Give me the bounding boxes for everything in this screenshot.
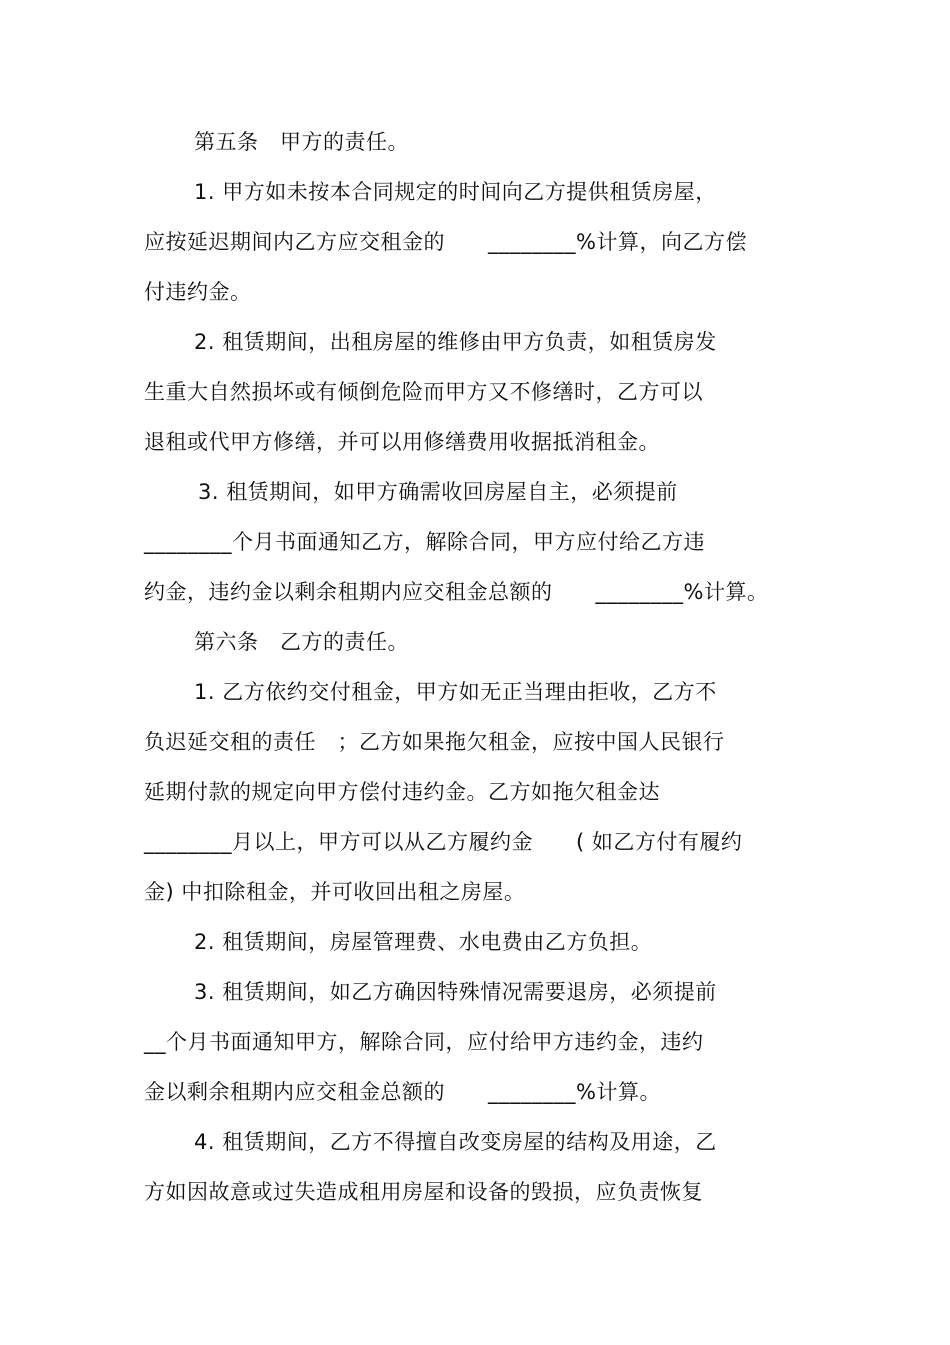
text-line: 延期付款的规定向甲方偿付违约金。乙方如拖欠租金达 — [144, 780, 660, 804]
text-line: 付违约金。 — [144, 280, 252, 304]
text-line: 2. 租赁期间，出租房屋的维修由甲方负责，如租赁房发 — [194, 330, 717, 354]
text-line: 3. 租赁期间，如乙方确因特殊情况需要退房，必须提前 — [194, 980, 717, 1004]
article-6-heading: 第六条 乙方的责任。 — [194, 630, 409, 654]
article-5-heading: 第五条 甲方的责任。 — [194, 130, 409, 154]
text-line: __个月书面通知甲方，解除合同，应付给甲方违约金，违约 — [144, 1030, 704, 1054]
text-line: 4. 租赁期间，乙方不得擅自改变房屋的结构及用途，乙 — [194, 1130, 717, 1154]
text-line: 2. 租赁期间，房屋管理费、水电费由乙方负担。 — [194, 930, 653, 954]
text-line: ________月以上，甲方可以从乙方履约金 ( 如乙方付有履约 — [144, 830, 743, 854]
text-line: 1. 乙方依约交付租金，甲方如无正当理由拒收，乙方不 — [194, 680, 717, 704]
text-line: ________个月书面通知乙方，解除合同，甲方应付给乙方违 — [144, 530, 705, 554]
text-line: 负迟延交租的责任 ；乙方如果拖欠租金，应按中国人民银行 — [144, 730, 725, 754]
text-line: 生重大自然损坏或有倾倒危险而甲方又不修缮时，乙方可以 — [144, 380, 703, 404]
text-line: 金以剩余租期内应交租金总额的 ________%计算。 — [144, 1080, 661, 1104]
text-line: 约金，违约金以剩余租期内应交租金总额的 ________%计算。 — [144, 580, 769, 604]
text-line: 3. 租赁期间，如甲方确需收回房屋自主，必须提前 — [198, 480, 678, 504]
text-line: 1. 甲方如未按本合同规定的时间向乙方提供租赁房屋， — [194, 180, 717, 204]
text-line: 应按延迟期间内乙方应交租金的 ________%计算，向乙方偿 — [144, 230, 747, 254]
text-line: 退租或代甲方修缮，并可以用修缮费用收据抵消租金。 — [144, 430, 660, 454]
text-line: 方如因故意或过失造成租用房屋和设备的毁损，应负责恢复 — [144, 1180, 703, 1204]
text-line: 金) 中扣除租金，并可收回出租之房屋。 — [144, 880, 526, 904]
